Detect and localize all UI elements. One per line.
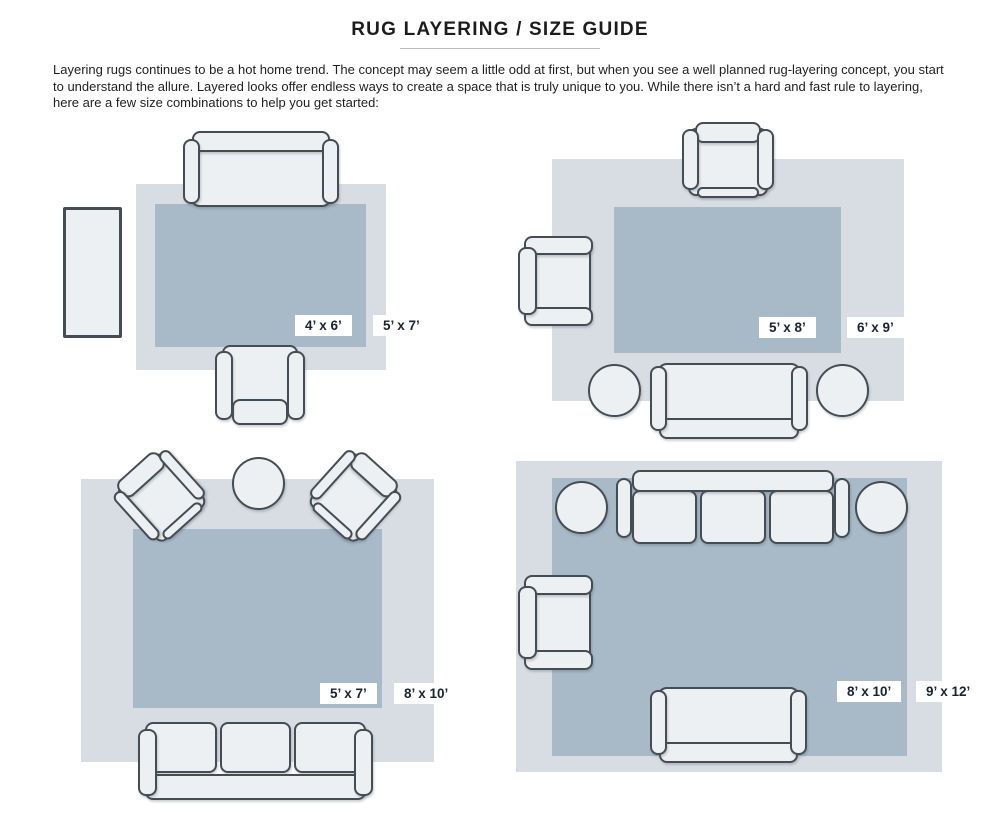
- armchair-arm-left: [215, 351, 233, 420]
- sofa-cushion: [700, 490, 765, 544]
- sofa-arm-left: [650, 366, 667, 431]
- sofa-arm-left: [138, 729, 157, 796]
- armchair-back: [518, 247, 537, 315]
- three-seat-sofa: [616, 470, 850, 545]
- round-table: [232, 457, 285, 510]
- armchair-arm-left: [682, 129, 699, 190]
- armchair-seat: [697, 187, 760, 198]
- loveseat-sofa: [650, 687, 807, 763]
- outer-rug-size-label: 6’ x 9’: [847, 317, 904, 338]
- sofa-back: [145, 774, 366, 800]
- outer-rug-size-label: 5’ x 7’: [373, 315, 430, 336]
- sofa: [650, 363, 808, 439]
- inner-rug-size-label: 4’ x 6’: [295, 315, 352, 336]
- inner-rug-size-label: 5’ x 7’: [320, 683, 377, 704]
- sofa-arm-left: [616, 478, 632, 539]
- armchair: [215, 345, 305, 425]
- armchair-arm-right: [287, 351, 305, 420]
- round-pouf: [816, 364, 869, 417]
- sofa-arm-right: [322, 139, 339, 204]
- armchair: [518, 575, 593, 670]
- sofa-back: [632, 470, 833, 492]
- sofa-arm-left: [650, 690, 667, 755]
- armchair-back: [232, 399, 288, 425]
- sofa-back: [192, 131, 329, 152]
- sofa-arm-right: [354, 729, 373, 796]
- round-pouf: [588, 364, 641, 417]
- sofa-cushion: [220, 722, 292, 773]
- outer-rug-size-label: 9’ x 12’: [916, 681, 980, 702]
- sofa-cushions: [145, 722, 366, 773]
- armchair-back: [518, 586, 537, 658]
- side-table: [63, 207, 122, 338]
- sofa-cushion: [769, 490, 834, 544]
- sofa-arm-right: [834, 478, 850, 539]
- armchair-back: [695, 122, 761, 143]
- sofa-cushions: [632, 490, 833, 544]
- armchair: [518, 236, 593, 326]
- sofa-cushion: [632, 490, 697, 544]
- round-pouf: [555, 481, 608, 534]
- armchair: [682, 122, 774, 198]
- intro-paragraph: Layering rugs continues to be a hot home trend. The concept may seem a little odd at first, but when you see a well planned rug-layering concept, you start to understand the allure. Layered looks offer endless ways to create a space that is truly unique to you. While there isn’t a hard and fast rule to layering, here are a few size combinations to help you get started:: [53, 62, 944, 110]
- sofa-arm-right: [790, 690, 807, 755]
- armchair-arm-right: [757, 129, 774, 190]
- inner-rug: [133, 529, 382, 708]
- sofa-arm-right: [791, 366, 808, 431]
- outer-rug-size-label: 8’ x 10’: [394, 683, 458, 704]
- sofa-arm-left: [183, 139, 200, 204]
- sofa: [183, 131, 339, 207]
- inner-rug-size-label: 8’ x 10’: [837, 681, 901, 702]
- three-seat-sofa: [138, 722, 373, 800]
- sofa-back: [659, 418, 798, 439]
- round-pouf: [855, 481, 908, 534]
- page-title: RUG LAYERING / SIZE GUIDE: [351, 19, 649, 40]
- sofa-back: [659, 742, 797, 763]
- inner-rug-size-label: 5’ x 8’: [759, 317, 816, 338]
